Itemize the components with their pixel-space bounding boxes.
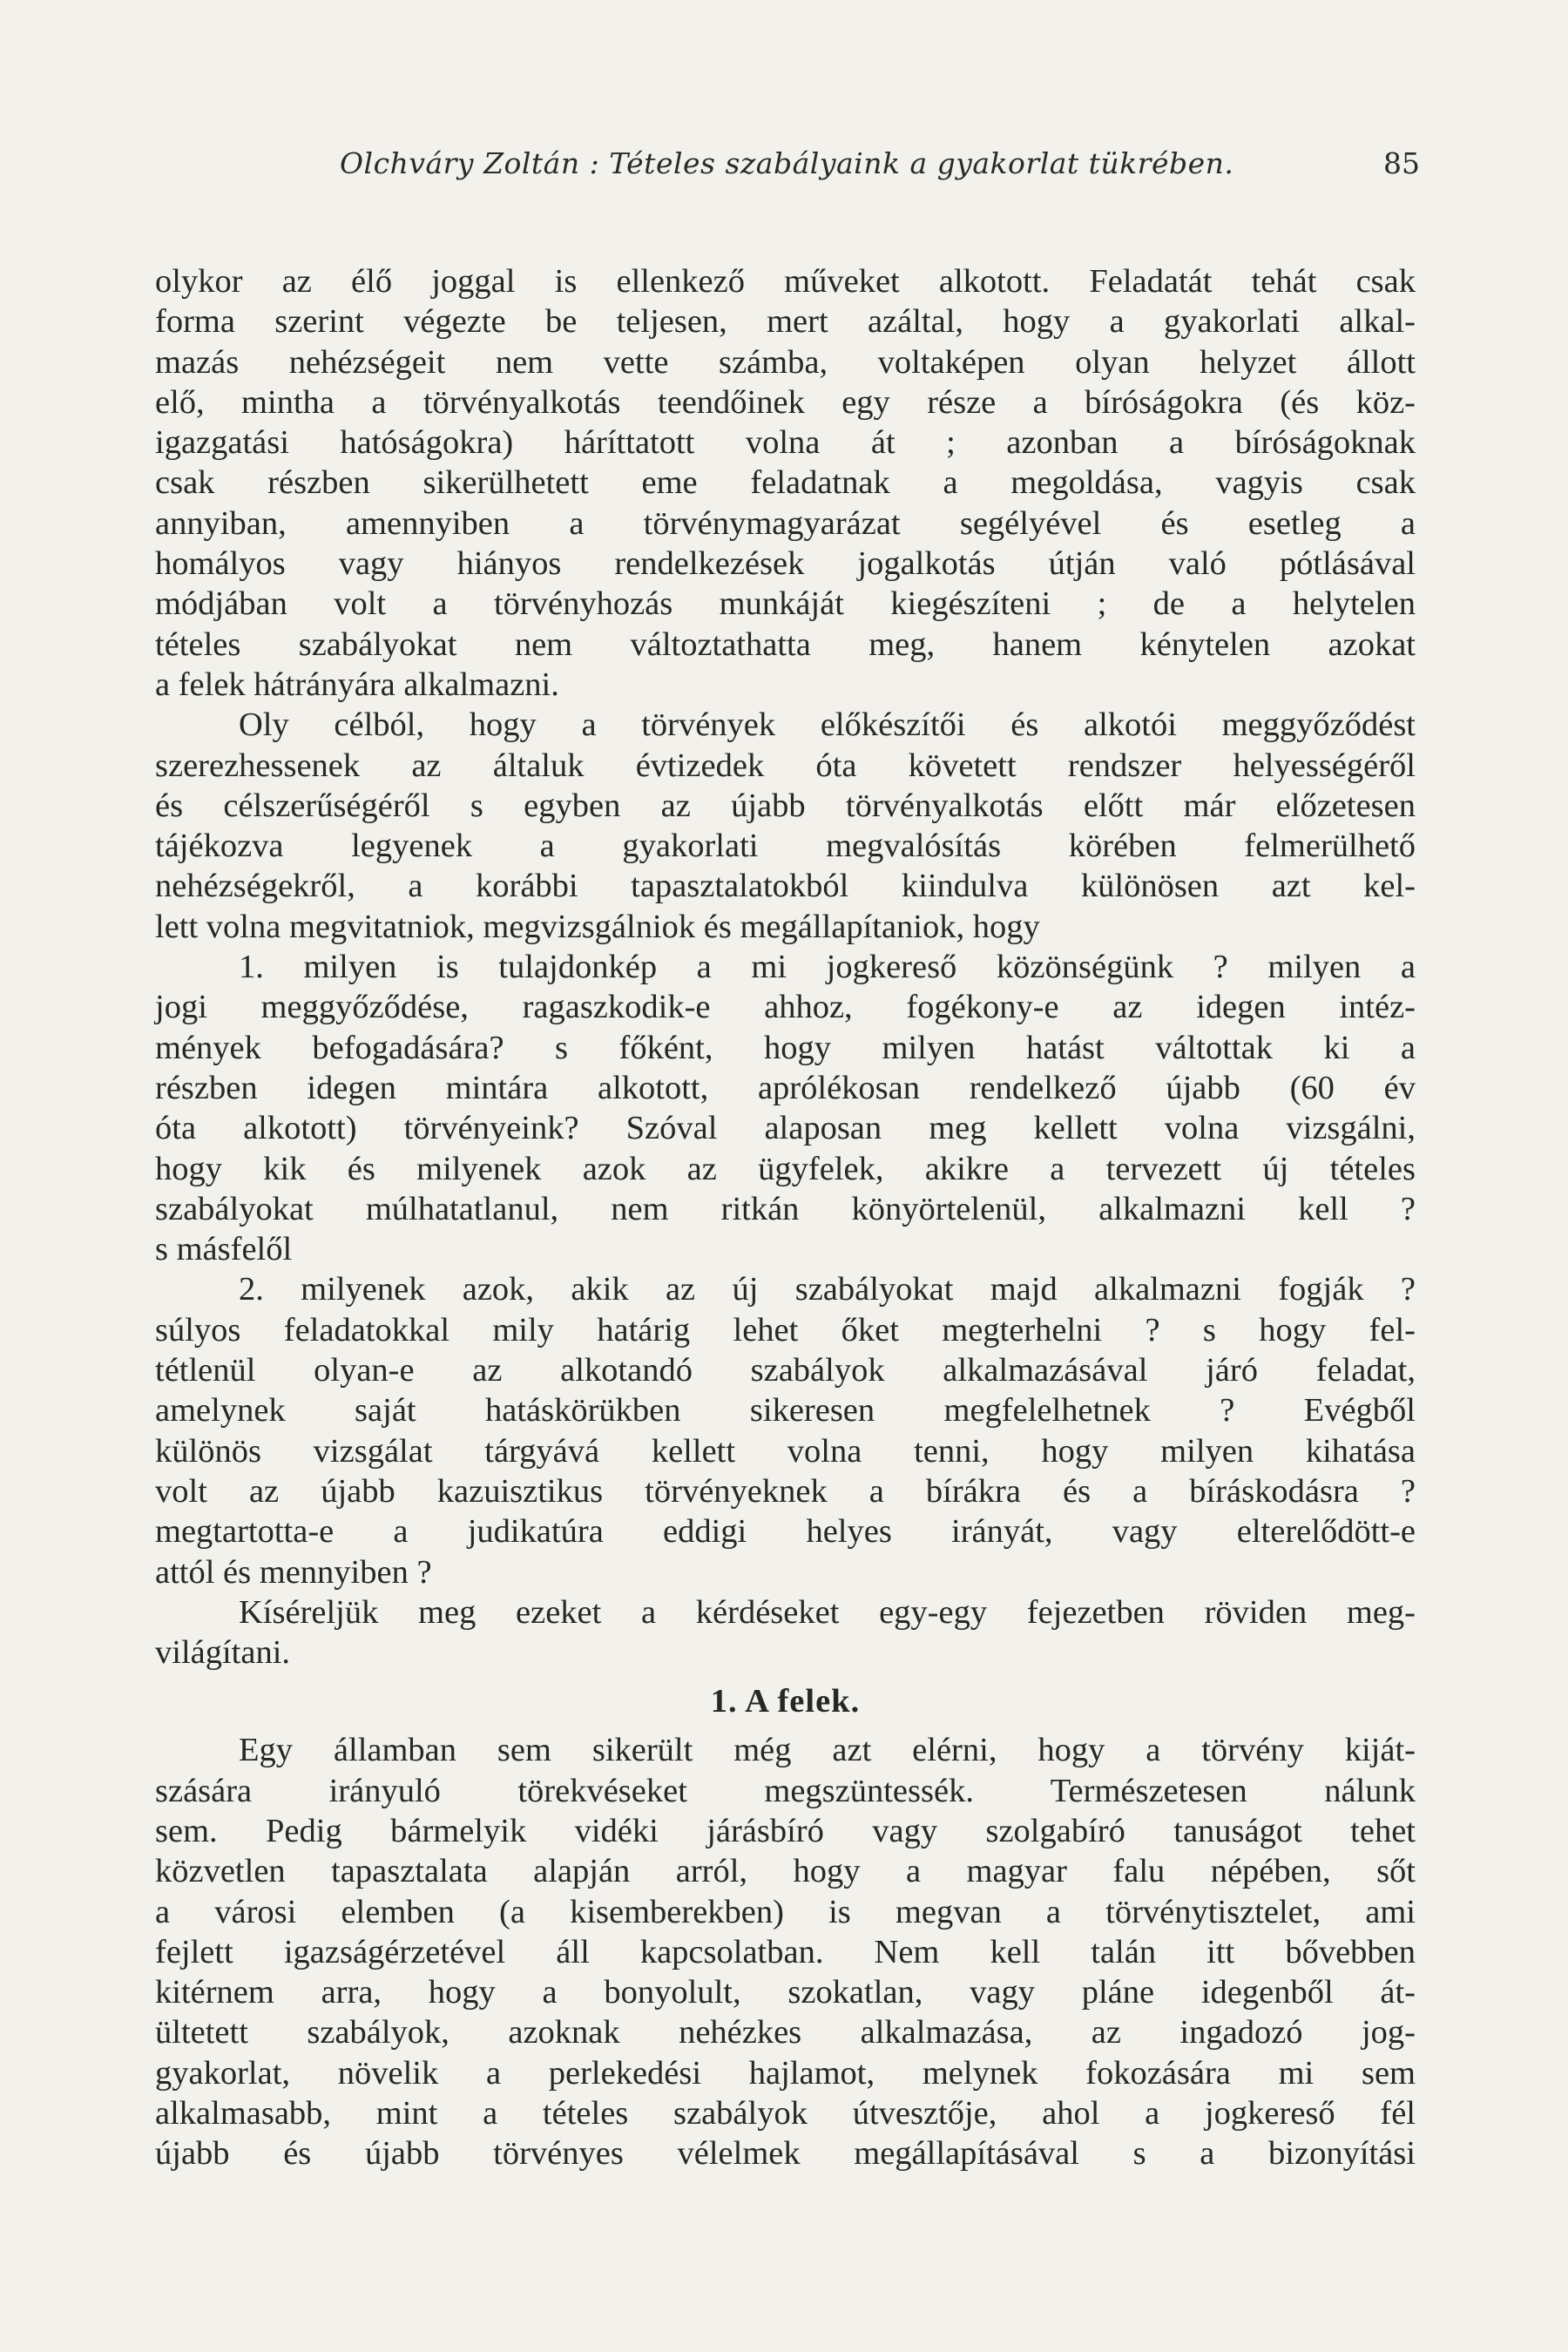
text-line: a városi elemben (a kisemberekben) is megvan a törvénytisztelet, ami bbox=[155, 1893, 1416, 1930]
text-line: kitérnem arra, hogy a bonyolult, szokatlan, vagy pláne idegenből át- bbox=[155, 1974, 1416, 2011]
list-item-1-start: 1. milyen is tulajdonkép a mi jogkereső közönségünk ? milyen a bbox=[239, 949, 1416, 986]
running-title: Olchváry Zoltán : Tételes szabályaink a gyakorlat tükrében. bbox=[340, 146, 1234, 180]
text-line: ültetett szabályok, azoknak nehézkes alkalmazása, az ingadozó jog- bbox=[155, 2014, 1416, 2051]
text-line: volt az újabb kazuisztikus törvényeknek a bírákra és a bíráskodásra ? bbox=[155, 1472, 1416, 1510]
body-text bbox=[155, 261, 1416, 2174]
text-line: olykor az élő joggal is ellenkező műveket alkotott. Feladatát tehát csak bbox=[155, 263, 1416, 300]
list-item-2-start: 2. milyenek azok, akik az új szabályokat majd alkalmazni fogják ? bbox=[239, 1271, 1416, 1308]
text-line: tájékozva legyenek a gyakorlati megvalósítás körében felmerülhető bbox=[155, 828, 1416, 865]
text-line: megtartotta-e a judikatúra eddigi helyes irányát, vagy elterelődött-e bbox=[155, 1513, 1416, 1551]
text-line: mazás nehézségeit nem vette számba, voltaképen olyan helyzet állott bbox=[155, 343, 1416, 381]
section-heading: 1. A felek. bbox=[710, 1683, 861, 1720]
text-line: mények befogadására? s főként, hogy milyen hatást váltottak ki a bbox=[155, 1029, 1416, 1066]
text-line: elő, mintha a törvényalkotás teendőinek egy része a bíróságokra (és köz- bbox=[155, 383, 1416, 421]
text-line: nehézségekről, a korábbi tapasztalatokból kiindulva különösen azt kel- bbox=[155, 868, 1416, 905]
paragraph-start-line: Kíséreljük meg ezeket a kérdéseket egy-egy fejezetben röviden meg- bbox=[239, 1593, 1416, 1631]
text-line: a felek hátrányára alkalmazni. bbox=[155, 666, 559, 703]
text-line: különös vizsgálat tárgyává kellett volna tenni, hogy milyen kihatása bbox=[155, 1432, 1416, 1470]
text-line: szására irányuló törekvéseket megszüntessék. Természetesen nálunk bbox=[155, 1772, 1416, 1809]
text-line: módjában volt a törvényhozás munkáját kiegészíteni ; de a helytelen bbox=[155, 585, 1416, 623]
text-line: és célszerűségéről s egyben az újabb törvényalkotás előtt már előzetesen bbox=[155, 787, 1416, 824]
text-line: csak részben sikerülhetett eme feladatnak a megoldása, vagyis csak bbox=[155, 464, 1416, 502]
text-line: újabb és újabb törvényes vélelmek megállapításával s a bizonyítási bbox=[155, 2135, 1416, 2173]
text-line: igazgatási hatóságokra) háríttatott volna át ; azonban a bíróságoknak bbox=[155, 424, 1416, 462]
text-line: forma szerint végezte be teljesen, mert azáltal, hogy a gyakorlati alkal- bbox=[155, 303, 1416, 341]
text-line: attól és mennyiben ? bbox=[155, 1553, 432, 1591]
text-line: lett volna megvitatniok, megvizsgálniok és megállapítaniok, hogy bbox=[155, 908, 1040, 945]
text-line: sem. Pedig bármelyik vidéki járásbíró vagy szolgabíró tanuságot tehet bbox=[155, 1812, 1416, 1849]
paragraph-start-line: Egy államban sem sikerült még azt elérni, hogy a törvény kiját- bbox=[239, 1732, 1416, 1769]
text-line: hogy kik és milyenek azok az ügyfelek, akikre a tervezett új tételes bbox=[155, 1150, 1416, 1187]
text-line: alkalmasabb, mint a tételes szabályok útvesztője, ahol a jogkereső fél bbox=[155, 2095, 1416, 2132]
text-line: világítani. bbox=[155, 1634, 291, 1672]
paragraph-start-line: Oly célból, hogy a törvények előkészítői és alkotói meggyőződést bbox=[239, 706, 1416, 744]
text-line: tétlenül olyan-e az alkotandó szabályok alkalmazásával járó feladat, bbox=[155, 1352, 1416, 1389]
text-line: homályos vagy hiányos rendelkezések jogalkotás útján való pótlásával bbox=[155, 545, 1416, 583]
text-line: amelynek saját hatáskörükben sikeresen megfelelhetnek ? Evégből bbox=[155, 1392, 1416, 1429]
text-line: s másfelől bbox=[155, 1231, 293, 1268]
text-line: óta alkotott) törvényeink? Szóval alaposan meg kellett volna vizsgálni, bbox=[155, 1110, 1416, 1147]
text-line: annyiban, amennyiben a törvénymagyarázat segélyével és esetleg a bbox=[155, 504, 1416, 542]
page-header bbox=[148, 146, 1420, 199]
text-line: fejlett igazságérzetével áll kapcsolatban. Nem kell talán itt bővebben bbox=[155, 1933, 1416, 1970]
text-line: gyakorlat, növelik a perlekedési hajlamot, melynek fokozására mi sem bbox=[155, 2054, 1416, 2092]
text-line: közvetlen tapasztalata alapján arról, hogy a magyar falu népében, sőt bbox=[155, 1853, 1416, 1890]
text-line: szerezhessenek az általuk évtizedek óta követett rendszer helyességéről bbox=[155, 747, 1416, 784]
text-line: súlyos feladatokkal mily határig lehet őket megterhelni ? s hogy fel- bbox=[155, 1311, 1416, 1348]
page-number: 85 bbox=[1383, 146, 1420, 180]
text-line: részben idegen mintára alkotott, aprólékosan rendelkező újabb (60 év bbox=[155, 1069, 1416, 1106]
text-line: jogi meggyőződése, ragaszkodik-e ahhoz, fogékony-e az idegen intéz- bbox=[155, 989, 1416, 1026]
text-line: szabályokat múlhatatlanul, nem ritkán könyörtelenül, alkalmazni kell ? bbox=[155, 1190, 1416, 1227]
text-line: tételes szabályokat nem változtathatta meg, hanem kénytelen azokat bbox=[155, 625, 1416, 663]
